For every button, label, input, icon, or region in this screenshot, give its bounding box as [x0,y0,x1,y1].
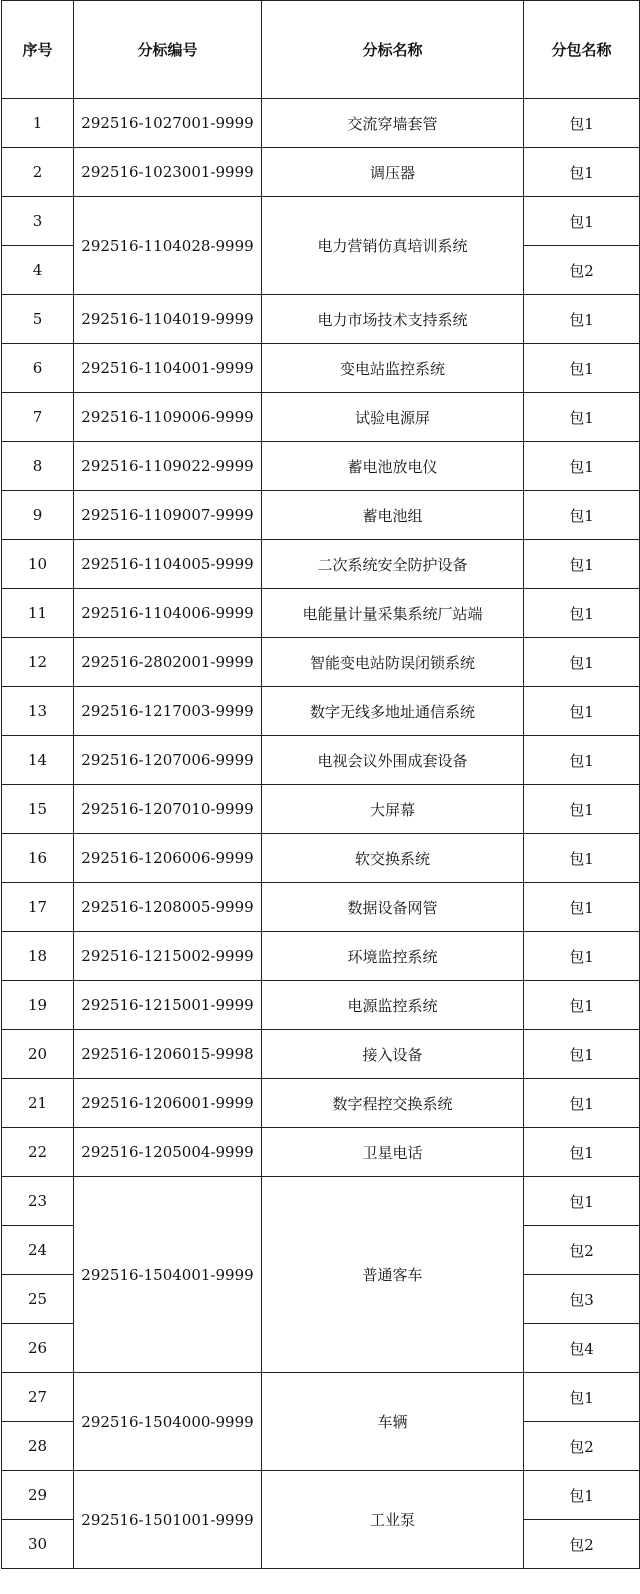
section-name-cell: 试验电源屏 [262,393,524,442]
table-row [2,1030,640,1079]
package-name-cell: 包1 [524,687,640,736]
table-row [2,834,640,883]
table-row [2,442,640,491]
table-row [2,736,640,785]
table-row [2,589,640,638]
section-code-cell: 292516-1205004-9999 [74,1128,262,1177]
package-name-cell: 包4 [524,1324,640,1373]
table-row [2,540,640,589]
package-name-cell: 包1 [524,442,640,491]
serial-no-cell: 18 [2,932,74,981]
package-name-cell: 包1 [524,295,640,344]
serial-no-cell: 14 [2,736,74,785]
section-name-cell: 数据设备网管 [262,883,524,932]
package-name-cell: 包1 [524,638,640,687]
section-name-cell: 电能量计量采集系统厂站端 [262,589,524,638]
table-row [2,1128,640,1177]
section-code-cell: 292516-1109022-9999 [74,442,262,491]
package-name-cell: 包2 [524,1520,640,1569]
header-package-name: 分包名称 [524,1,640,99]
package-name-cell: 包1 [524,393,640,442]
serial-no-cell: 20 [2,1030,74,1079]
table-row [2,932,640,981]
section-name-cell: 二次系统安全防护设备 [262,540,524,589]
serial-no-cell: 27 [2,1373,74,1422]
package-name-cell: 包1 [524,1471,640,1520]
package-name-cell: 包1 [524,1177,640,1226]
section-name-cell: 卫星电话 [262,1128,524,1177]
table-row [2,1373,640,1422]
table-row [2,393,640,442]
package-name-cell: 包1 [524,540,640,589]
section-name-cell: 工业泵 [262,1471,524,1569]
package-name-cell: 包1 [524,491,640,540]
package-name-cell: 包1 [524,932,640,981]
serial-no-cell: 23 [2,1177,74,1226]
section-name-cell: 数字程控交换系统 [262,1079,524,1128]
serial-no-cell: 17 [2,883,74,932]
section-code-cell: 292516-1504001-9999 [74,1177,262,1373]
package-name-cell: 包1 [524,834,640,883]
table-row [2,638,640,687]
section-code-cell: 292516-1109006-9999 [74,393,262,442]
section-code-cell: 292516-1104001-9999 [74,344,262,393]
table-row [2,1177,640,1226]
section-code-cell: 292516-1215001-9999 [74,981,262,1030]
package-name-cell: 包1 [524,981,640,1030]
package-name-cell: 包1 [524,1030,640,1079]
section-code-cell: 292516-1104005-9999 [74,540,262,589]
section-code-cell: 292516-1027001-9999 [74,99,262,148]
table-row [2,344,640,393]
serial-no-cell: 16 [2,834,74,883]
table-row [2,1471,640,1520]
package-name-cell: 包1 [524,99,640,148]
section-code-cell: 292516-1206001-9999 [74,1079,262,1128]
section-code-cell: 292516-1207006-9999 [74,736,262,785]
package-name-cell: 包1 [524,589,640,638]
table-row [2,981,640,1030]
section-code-cell: 292516-1206006-9999 [74,834,262,883]
section-code-cell: 292516-1109007-9999 [74,491,262,540]
table-row [2,197,640,246]
serial-no-cell: 30 [2,1520,74,1569]
section-name-cell: 交流穿墙套管 [262,99,524,148]
section-name-cell: 环境监控系统 [262,932,524,981]
serial-no-cell: 12 [2,638,74,687]
serial-no-cell: 28 [2,1422,74,1471]
serial-no-cell: 3 [2,197,74,246]
section-name-cell: 软交换系统 [262,834,524,883]
section-code-cell: 292516-1504000-9999 [74,1373,262,1471]
serial-no-cell: 7 [2,393,74,442]
table-row [2,148,640,197]
bid-section-table [1,0,640,1569]
package-name-cell: 包1 [524,148,640,197]
section-name-cell: 蓄电池组 [262,491,524,540]
header-section-name: 分标名称 [262,1,524,99]
section-name-cell: 智能变电站防误闭锁系统 [262,638,524,687]
package-name-cell: 包3 [524,1275,640,1324]
package-name-cell: 包1 [524,736,640,785]
table-row [2,1079,640,1128]
section-name-cell: 数字无线多地址通信系统 [262,687,524,736]
section-name-cell: 车辆 [262,1373,524,1471]
serial-no-cell: 21 [2,1079,74,1128]
section-name-cell: 变电站监控系统 [262,344,524,393]
table-row [2,491,640,540]
package-name-cell: 包1 [524,883,640,932]
package-name-cell: 包2 [524,1226,640,1275]
section-code-cell: 292516-1207010-9999 [74,785,262,834]
serial-no-cell: 8 [2,442,74,491]
section-name-cell: 电源监控系统 [262,981,524,1030]
package-name-cell: 包1 [524,197,640,246]
section-code-cell: 292516-1501001-9999 [74,1471,262,1569]
section-code-cell: 292516-1104028-9999 [74,197,262,295]
package-name-cell: 包1 [524,785,640,834]
section-code-cell: 292516-1206015-9998 [74,1030,262,1079]
section-name-cell: 电力营销仿真培训系统 [262,197,524,295]
header-serial-no: 序号 [2,1,74,99]
package-name-cell: 包1 [524,1128,640,1177]
serial-no-cell: 4 [2,246,74,295]
table-row [2,883,640,932]
table-header-row [2,1,640,99]
table-row [2,295,640,344]
package-name-cell: 包1 [524,344,640,393]
package-name-cell: 包2 [524,1422,640,1471]
section-code-cell: 292516-1104006-9999 [74,589,262,638]
package-name-cell: 包2 [524,246,640,295]
section-name-cell: 调压器 [262,148,524,197]
serial-no-cell: 1 [2,99,74,148]
serial-no-cell: 24 [2,1226,74,1275]
serial-no-cell: 11 [2,589,74,638]
section-code-cell: 292516-1104019-9999 [74,295,262,344]
section-code-cell: 292516-2802001-9999 [74,638,262,687]
section-code-cell: 292516-1208005-9999 [74,883,262,932]
serial-no-cell: 19 [2,981,74,1030]
serial-no-cell: 22 [2,1128,74,1177]
section-name-cell: 大屏幕 [262,785,524,834]
section-name-cell: 电视会议外围成套设备 [262,736,524,785]
table-row [2,687,640,736]
section-name-cell: 蓄电池放电仪 [262,442,524,491]
table-body [2,99,640,1569]
serial-no-cell: 9 [2,491,74,540]
package-name-cell: 包1 [524,1079,640,1128]
serial-no-cell: 6 [2,344,74,393]
table-row [2,785,640,834]
serial-no-cell: 26 [2,1324,74,1373]
section-code-cell: 292516-1023001-9999 [74,148,262,197]
header-section-code: 分标编号 [74,1,262,99]
package-name-cell: 包1 [524,1373,640,1422]
serial-no-cell: 25 [2,1275,74,1324]
serial-no-cell: 13 [2,687,74,736]
table-row [2,99,640,148]
serial-no-cell: 15 [2,785,74,834]
section-code-cell: 292516-1217003-9999 [74,687,262,736]
serial-no-cell: 10 [2,540,74,589]
serial-no-cell: 2 [2,148,74,197]
section-code-cell: 292516-1215002-9999 [74,932,262,981]
section-name-cell: 接入设备 [262,1030,524,1079]
serial-no-cell: 5 [2,295,74,344]
section-name-cell: 普通客车 [262,1177,524,1373]
serial-no-cell: 29 [2,1471,74,1520]
section-name-cell: 电力市场技术支持系统 [262,295,524,344]
